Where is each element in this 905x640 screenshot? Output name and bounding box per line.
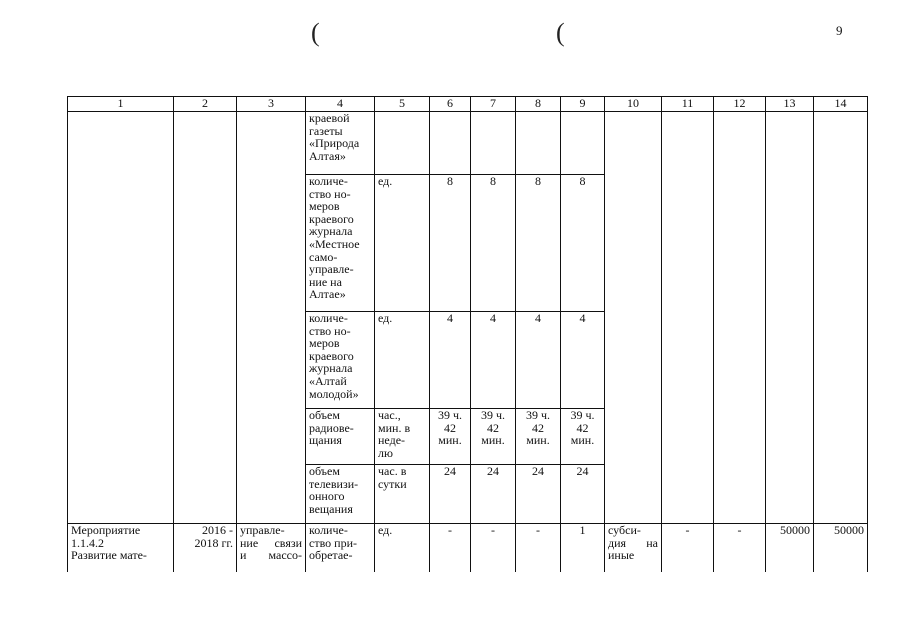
column-header: 1: [68, 97, 174, 112]
punch-hole-mark: (: [311, 18, 320, 47]
column-header: 14: [814, 97, 868, 112]
amount-cell: -: [714, 524, 766, 573]
amount-cell-continued: [766, 112, 814, 524]
unit-cell: [375, 112, 430, 175]
amount-cell-continued: [662, 112, 714, 524]
column-header: 11: [662, 97, 714, 112]
column-header: 5: [375, 97, 430, 112]
event-name-cell-continued: [68, 112, 174, 524]
indicator-cell: количе- ство но- меров краевого журнала «Местное само- управле- ние на Алтае»: [306, 175, 375, 312]
period-line: 2018 гг.: [194, 535, 233, 550]
executor-line: и массо-: [240, 548, 302, 563]
event-name-cell: [68, 524, 174, 573]
punch-hole-mark: (: [556, 18, 565, 47]
event-name-line: Мероприятие: [71, 523, 141, 537]
column-header: 9: [561, 97, 605, 112]
amount-cell: 50000: [766, 524, 814, 573]
column-header: 13: [766, 97, 814, 112]
executor-cell-continued: [237, 112, 306, 524]
value-cell: -: [471, 524, 516, 573]
executor-line: управле-: [240, 523, 285, 537]
value-cell: [430, 112, 471, 175]
value-cell: 39 ч. 42 мин.: [471, 409, 516, 465]
event-row: [68, 524, 868, 573]
unit-cell: час. в сутки: [375, 465, 430, 524]
indicator-cell: краевой газеты «Природа Алтая»: [306, 112, 375, 175]
page-number: 9: [836, 23, 843, 38]
executor-line: ние связи: [240, 535, 302, 550]
column-header: 3: [237, 97, 306, 112]
funding-cell: [605, 524, 662, 573]
funding-cell-continued: [605, 112, 662, 524]
value-cell: -: [516, 524, 561, 573]
indicator-cell: объем радиове- щания: [306, 409, 375, 465]
amount-cell: 50000: [814, 524, 868, 573]
header-row: [68, 97, 868, 112]
column-header: 6: [430, 97, 471, 112]
column-header: 8: [516, 97, 561, 112]
amount-cell-continued: [814, 112, 868, 524]
period-line: 2016 -: [202, 523, 233, 537]
amount-cell-continued: [714, 112, 766, 524]
indicator-cell: объем телевизи- онного вещания: [306, 465, 375, 524]
value-cell: 8: [561, 175, 605, 312]
value-cell: 8: [430, 175, 471, 312]
period-cell-continued: [174, 112, 237, 524]
column-header: 7: [471, 97, 516, 112]
value-cell: 4: [430, 312, 471, 409]
period-cell: [174, 524, 237, 573]
unit-cell: ед.: [375, 524, 430, 573]
funding-line: дия на: [608, 535, 658, 550]
unit-cell: час., мин. в неде- лю: [375, 409, 430, 465]
value-cell: 4: [561, 312, 605, 409]
value-cell: 24: [471, 465, 516, 524]
value-cell: 1: [561, 524, 605, 573]
funding-line: иные: [608, 548, 635, 563]
value-cell: [516, 112, 561, 175]
value-cell: 39 ч. 42 мин.: [430, 409, 471, 465]
indicator-cell: количе- ство но- меров краевого журнала «Алтай молодой»: [306, 312, 375, 409]
value-cell: 24: [561, 465, 605, 524]
value-cell: 39 ч. 42 мин.: [561, 409, 605, 465]
column-header: 4: [306, 97, 375, 112]
value-cell: 39 ч. 42 мин.: [516, 409, 561, 465]
table-row: [68, 112, 868, 175]
value-cell: [471, 112, 516, 175]
column-header: 10: [605, 97, 662, 112]
event-name-line: Развитие мате-: [71, 548, 147, 563]
unit-cell: ед.: [375, 312, 430, 409]
executor-cell: [237, 524, 306, 573]
value-cell: -: [430, 524, 471, 573]
value-cell: 8: [471, 175, 516, 312]
funding-line: субси-: [608, 523, 641, 537]
value-cell: 8: [516, 175, 561, 312]
unit-cell: ед.: [375, 175, 430, 312]
value-cell: 4: [516, 312, 561, 409]
event-name-line: 1.1.4.2: [71, 535, 104, 550]
column-header: 12: [714, 97, 766, 112]
amount-cell: -: [662, 524, 714, 573]
value-cell: 4: [471, 312, 516, 409]
value-cell: 24: [516, 465, 561, 524]
value-cell: [561, 112, 605, 175]
value-cell: 24: [430, 465, 471, 524]
program-table: [67, 96, 868, 572]
indicator-cell: количе- ство при- обретае-: [306, 524, 375, 573]
column-header: 2: [174, 97, 237, 112]
